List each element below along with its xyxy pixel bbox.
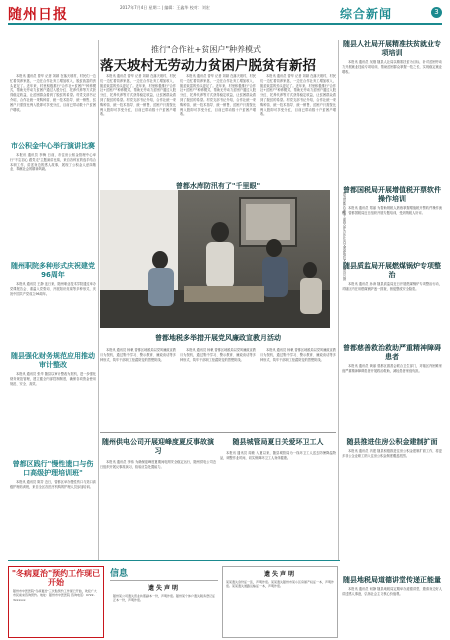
middle-story-2-body-col3: 本报讯 通讯员 杨帆 曾都区地税局以党风廉政宣教月为契机，通过集中学习、警示教育、廉政谈话等多种形式，筑牢干部职工拒腐防变的思想防线。 xyxy=(260,348,336,362)
lead-headline: 落天坡村无劳动力贫困户脱贫有新招 xyxy=(100,58,316,74)
right-story-3 xyxy=(342,262,442,344)
section-title: 综合新闻 xyxy=(340,7,393,21)
middle-story-2-body-col1: 本报讯 通讯员 杨帆 曾都区地税局以党风廉政宣教月为契机，通过集中学习、警示教育、廉政谈话等多种形式，筑牢干部职工拒腐防变的思想防线。 xyxy=(100,348,176,362)
page-number: 3 xyxy=(431,7,442,18)
story-title: 曾都慈善救治救助严重精神障碍患者 xyxy=(343,344,441,361)
promo-title: "冬病夏治"预约工作现已开始 xyxy=(11,569,101,587)
notice-title: 遗失声明 xyxy=(263,571,296,578)
issue-meta: 2017年7月4日 星期二 | 编辑：王鑫华 校对：刘宏 xyxy=(120,5,210,10)
story-title: 随州供电公司开展迎峰度夏反事故演习 xyxy=(102,438,214,455)
right-story-5 xyxy=(342,438,442,549)
story-title: 曾都水库防汛有了"千里眼" xyxy=(175,182,261,190)
story-title: 随县推进住房公积金建制扩面 xyxy=(346,438,438,446)
left-story-1 xyxy=(10,142,96,203)
middle-story-2-body-col2: 本报讯 通讯员 杨帆 曾都区地税局以党风廉政宣教月为契机，通过集中学习、警示教育、廉政谈话等多种形式，筑牢干部职工拒腐防变的思想防线。 xyxy=(180,348,256,362)
lead-body-col2: 本报讯 通讯员 曾华 记者 刘颖 在落天坡村，村民们一边忙着饲养家禽，一边在合作社务工增加收入，脱贫致富的劲头更足了。近年来，村里积极推行"合作社+贫困户"种养模式，帮助无劳动力贫困户通过入股分红、托养代养等方式获得稳定收益，让贫困群众看到了脱贫的希望。村党支部书记介绍，合作社统一采购种苗、统一技术指导、统一销售，贫困户只需按比例入股即可享受分红，目前已带动数十户贫困户增收。 xyxy=(100,74,176,117)
left-story-4 xyxy=(10,460,96,550)
news-photo-image xyxy=(100,190,330,328)
masthead-rule xyxy=(8,23,442,25)
notice-body: 随州某公司遗失营业执照副本一份，声明作废。随州某个体户遗失税务登记证正本一份，声明作废。 xyxy=(113,594,216,603)
right-story-6 xyxy=(342,576,442,627)
info-section-title: 信息 xyxy=(110,569,129,579)
middle-story-2 xyxy=(100,334,336,343)
story-title: 随县城管局夏日关爱环卫工人 xyxy=(232,438,324,446)
promo-box xyxy=(8,566,104,638)
promo-body: 随州市中医医院"冬病夏治"三伏贴预约工作现已开始，欢迎广大市民前来咨询预约。地址：随州市中医医院 咨询电话：0722-3xxxxxx xyxy=(13,589,97,602)
story-title: 随县强化财务规范应用推动审计整改 xyxy=(11,352,95,369)
news-photo xyxy=(100,190,330,328)
column-divider xyxy=(98,40,99,560)
story-body: 本报讯 通讯员 张华 随县以审计整改为契机，进一步强化财务规范管理，建立健全内部控制制度，确保各项资金使用规范、安全、高效。 xyxy=(10,372,96,386)
right-story-2 xyxy=(342,186,442,254)
lead-body-col1: 本报讯 通讯员 曾华 记者 刘颖 在落天坡村，村民们一边忙着饲养家禽，一边在合作社务工增加收入，脱贫致富的劲头更足了。近年来，村里积极推行"合作社+贫困户"种养模式，帮助无劳动力贫困户通过入股分红、托养代养等方式获得稳定收益，让贫困群众看到了脱贫的希望。村党支部书记介绍，合作社统一采购种苗、统一技术指导、统一销售，贫困户只需按比例入股即可享受分红，目前已带动数十户贫困户增收。 xyxy=(10,74,96,112)
lead-kicker: 推行"合作社+贫困户"种养模式 xyxy=(150,45,262,54)
story-body: 本报讯 通讯员 王静 连日来，随州职业技术学院通过举办党课报告会、重温入党誓词、开展知识竞赛等多种形式，庆祝中国共产党成立96周年。 xyxy=(10,282,96,296)
story-body: 本报讯 通讯员 李伟 为确保迎峰度夏期间电网安全稳定运行，随州供电公司近日组织开展反事故演习，检验应急处置能力。 xyxy=(100,460,216,469)
story-body: 本报讯 通讯员 周敏 入夏以来，随县城管局为一线环卫工人送去防暑降温物品，调整作业时间，切实保障环卫工人身体健康。 xyxy=(220,451,336,460)
left-story-2 xyxy=(10,262,96,342)
story-title: 曾都地税多举措开展党风廉政宣教月活动 xyxy=(155,334,281,342)
section-rule xyxy=(100,432,336,433)
story-body: 本报讯 通讯员 吴刚 随县人社局以精准扶贫为目标，针对贫困劳动力开展就业技能专项培训，帮助贫困群众掌握一技之长，实现稳定就业增收。 xyxy=(342,60,442,74)
story-title: 随县质监局开展燃煤锅炉专项整治 xyxy=(343,262,441,279)
notice-body: 某某遗失身份证一张，声明作废。某某遗失随州市某小区房屋产权证一本，声明作废。某某遗失道路运输证一本，声明作废。 xyxy=(226,580,335,589)
bottom-rule xyxy=(8,560,340,561)
notice-1 xyxy=(110,580,218,638)
right-story-4 xyxy=(342,344,442,438)
notice-title: 遗失声明 xyxy=(147,585,180,592)
lead-body-col3: 本报讯 通讯员 曾华 记者 刘颖 在落天坡村，村民们一边忙着饲养家禽，一边在合作社务工增加收入，脱贫致富的劲头更足了。近年来，村里积极推行"合作社+贫困户"种养模式，帮助无劳动力贫困户通过入股分红、托养代养等方式获得稳定收益，让贫困群众看到了脱贫的希望。村党支部书记介绍，合作社统一采购种苗、统一技术指导、统一销售，贫困户只需按比例入股即可享受分红，目前已带动数十户贫困户增收。 xyxy=(180,74,256,117)
left-story-3 xyxy=(10,352,96,442)
story-title: 随县地税局道德讲堂传递正能量 xyxy=(343,576,441,584)
story-body: 本报讯 通讯员 黄丽 曾都区慈善会联合卫生部门，对辖区内困难家庭严重精神障碍患者开展救治救助，减轻患者家庭负担。 xyxy=(342,364,442,373)
middle-story-4 xyxy=(220,438,336,547)
story-body: 本报讯 通讯员 孙涛 随县质监局近日开展燃煤锅炉专项整治行动，对辖区内在用燃煤锅炉逐一排查，督促整改安全隐患。 xyxy=(342,282,442,291)
photo-caption: 图为曾都区某镇干部群众在合作社内交流养殖技术。 通讯员 摄 xyxy=(342,192,346,281)
story-title: 随县人社局开展精准扶贫就业专项培训 xyxy=(343,40,441,57)
story-body: 本报讯 通讯员 李梅 日前，市住房公积金管理中心举行"不忘初心 跟党走"主题演讲比赛，来自各科室的选手结合本职工作，讲述身边的感人故事，展现了公积金人爱岗敬业、奉献社会的精神风貌。 xyxy=(10,153,96,172)
newspaper-logo: 随州日报 xyxy=(8,7,68,23)
story-title: 曾都国税局开展增值税开票软件操作培训 xyxy=(343,186,441,203)
story-body: 本报讯 通讯员 何静 随县地税局定期举办道德讲堂，邀请身边好人讲述感人事迹，弘扬社会主义核心价值观。 xyxy=(342,587,442,596)
story-body: 本报讯 通讯员 冯建 随县积极推进住房公积金建制扩面工作，将更多非公企业职工纳入住房公积金制度覆盖范围。 xyxy=(342,449,442,458)
story-body: 本报讯 通讯员 陈芳 近日，曾都区举办慢性伤口与造口高级护理培训班，来自全区各医疗机构的护理人员参加培训。 xyxy=(10,480,96,489)
middle-story-3 xyxy=(100,438,216,556)
lead-body-col4: 本报讯 通讯员 曾华 记者 刘颖 在落天坡村，村民们一边忙着饲养家禽，一边在合作社务工增加收入，脱贫致富的劲头更足了。近年来，村里积极推行"合作社+贫困户"种养模式，帮助无劳动力贫困户通过入股分红、托养代养等方式获得稳定收益，让贫困群众看到了脱贫的希望。村党支部书记介绍，合作社统一采购种苗、统一技术指导、统一销售，贫困户只需按比例入股即可享受分红，目前已带动数十户贫困户增收。 xyxy=(260,74,336,117)
story-body: 本报讯 通讯员 郑丽 为帮助纳税人熟练掌握增值税开票软件操作流程，曾都国税局近日组织开展专题培训，受到纳税人好评。 xyxy=(342,206,442,215)
notice-2 xyxy=(222,566,338,638)
masthead xyxy=(8,4,442,26)
story-title: 曾都区践行"慢性遗口与伤口高级护理培训班" xyxy=(12,460,94,477)
story-title: 随州职院多种形式庆祝建党96周年 xyxy=(11,262,95,279)
right-story-1 xyxy=(342,40,442,180)
story-title: 市公积金中心举行演讲比赛 xyxy=(11,142,95,150)
